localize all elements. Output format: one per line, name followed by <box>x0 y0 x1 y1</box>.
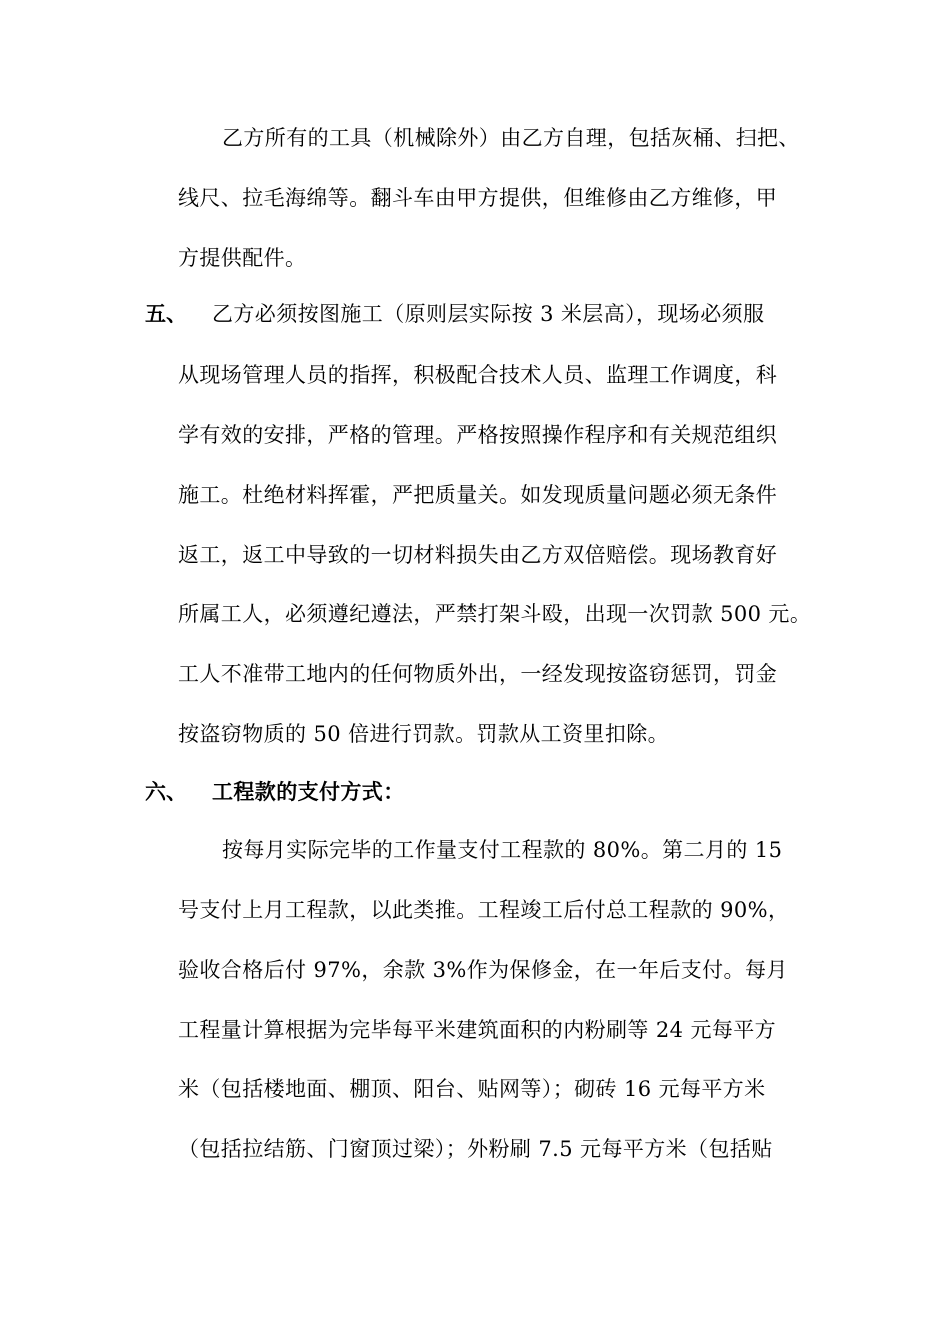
section-six-line: 验收合格后付 97%，余款 3%作为保修金，在一年后支付。每月 <box>178 958 788 982</box>
section-six-line: 号支付上月工程款，以此类推。工程竣工后付总工程款的 90%， <box>178 898 790 922</box>
section-six-title: 工程款的支付方式： <box>212 779 405 804</box>
section-five-line: 按盗窃物质的 50 倍进行罚款。罚款从工资里扣除。 <box>178 722 670 746</box>
section-six-line: 米（包括楼地面、棚顶、阳台、贴网等）；砌砖 16 元每平方米 <box>178 1077 766 1101</box>
section-six-line: （包括拉结筋、门窗顶过梁）；外粉刷 7.5 元每平方米（包括贴 <box>178 1137 773 1161</box>
section-six-number: 六、 <box>145 779 187 804</box>
paragraph-line: 乙方所有的工具（机械除外）由乙方自理，包括灰桶、扫把、 <box>222 126 800 150</box>
section-six-line: 工程量计算根据为完毕每平米建筑面积的内粉刷等 24 元每平方 <box>178 1018 777 1042</box>
section-six-line: 按每月实际完毕的工作量支付工程款的 80%。第二月的 15 <box>222 838 783 862</box>
section-five-line: 返工，返工中导致的一切材料损失由乙方双倍赔偿。现场教育好 <box>178 543 778 567</box>
section-five-number: 五、 <box>145 301 187 326</box>
section-five-line: 从现场管理人员的指挥，积极配合技术人员、监理工作调度，科 <box>178 363 778 387</box>
section-five-line: 工人不准带工地内的任何物质外出，一经发现按盗窃惩罚，罚金 <box>178 662 778 686</box>
paragraph-line: 方提供配件。 <box>178 246 307 270</box>
section-five-line: 所属工人，必须遵纪遵法，严禁打架斗殴，出现一次罚款 500 元。 <box>178 602 812 626</box>
section-five-line: 乙方必须按图施工（原则层实际按 3 米层高），现场必须服 <box>212 302 765 326</box>
section-five-line: 施工。杜绝材料挥霍，严把质量关。如发现质量问题必须无条件 <box>178 483 778 507</box>
section-five-line: 学有效的安排，严格的管理。严格按照操作程序和有关规范组织 <box>178 423 778 447</box>
paragraph-line: 线尺、拉毛海绵等。翻斗车由甲方提供，但维修由乙方维修，甲 <box>178 186 778 210</box>
